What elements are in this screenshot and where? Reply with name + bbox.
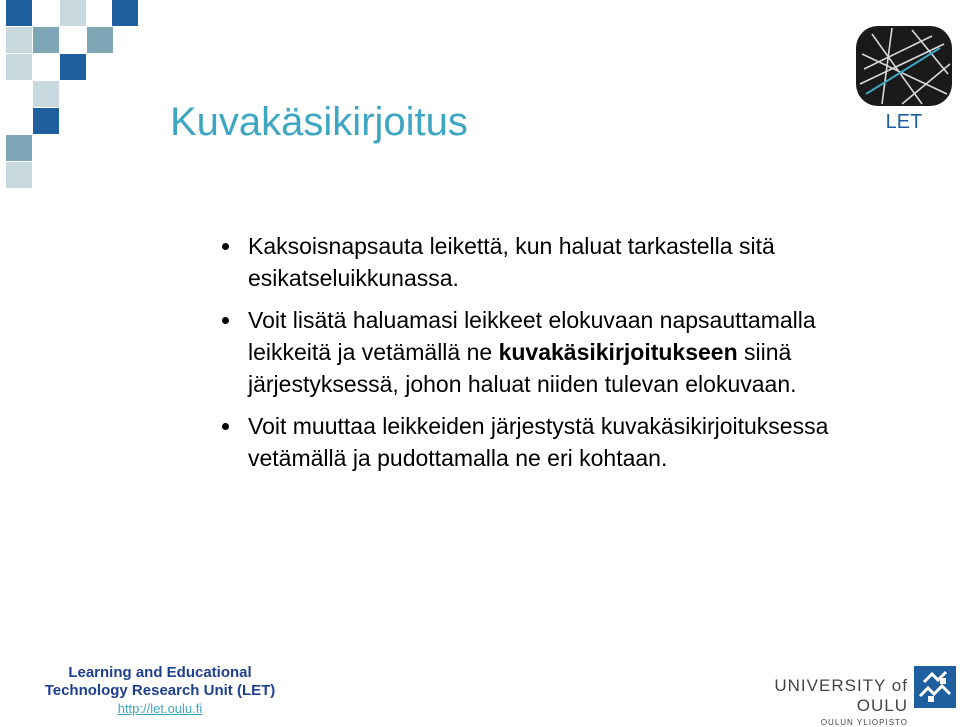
bullet-text: Voit muuttaa leikkeiden järjestystä kuvakäsikirjoituksessa vetämällä ja pudottamalla ne eri kohtaan. [248, 413, 829, 471]
decor-square [6, 135, 32, 161]
footer-unit [40, 664, 280, 718]
decor-square [60, 54, 86, 80]
decor-square [6, 54, 32, 80]
university-logo-icon [914, 666, 956, 708]
decor-square [33, 27, 59, 53]
university-wordmark [730, 676, 908, 727]
decor-square [6, 27, 32, 53]
bullet-list [216, 230, 836, 484]
slide-title: Kuvakäsikirjoitus [170, 100, 468, 144]
decor-square [6, 162, 32, 188]
decor-square [6, 0, 32, 26]
university-name: UNIVERSITY of OULU [774, 676, 908, 715]
bullet-text-after: siinä järjestyksessä, johon haluat niiden tulevan elokuvaan. [248, 339, 797, 397]
decor-square [60, 0, 86, 26]
decor-square [112, 0, 138, 26]
bullet-item [216, 410, 836, 474]
bullet-dot [222, 317, 229, 324]
footer-line-1: Learning and Educational [68, 664, 252, 681]
let-logo [852, 24, 956, 134]
footer-url-link[interactable]: http://let.oulu.fi [117, 701, 203, 716]
bullet-text-before: Voit lisätä haluamasi leikkeet elokuvaan napsauttamalla leikkeitä ja vetämällä ne [248, 307, 816, 365]
let-logo-text: LET [885, 111, 923, 133]
decor-square [33, 108, 59, 134]
footer-line-2: Technology Research Unit (LET) [44, 682, 276, 699]
decor-square [33, 81, 59, 107]
bullet-text: Kaksoisnapsauta leikettä, kun haluat tarkastella sitä esikatseluikkunassa. [248, 233, 775, 291]
bullet-dot [222, 243, 229, 250]
bullet-dot [222, 423, 229, 430]
decor-square [87, 27, 113, 53]
bullet-bold-term: kuvakäsikirjoitukseen [498, 339, 738, 365]
bullet-item [216, 230, 836, 294]
university-subname: OULUN YLIOPISTO [820, 718, 908, 727]
bullet-item [216, 304, 836, 400]
